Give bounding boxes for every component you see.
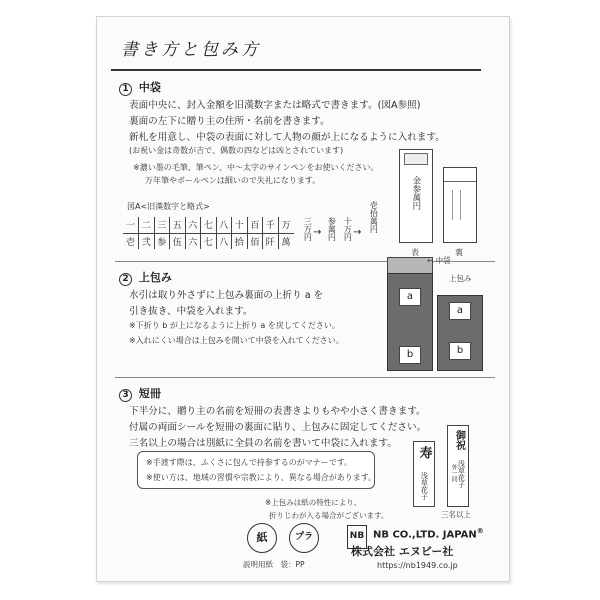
tanzaku-single-title: 寿	[416, 446, 432, 459]
example-2: 参萬円	[327, 217, 337, 241]
kanji-cell: 阡	[263, 233, 279, 249]
inner-envelope-label-text: 中袋	[435, 256, 451, 265]
website-url: https://nb1949.co.jp	[377, 561, 458, 570]
nb-logo-icon: NB	[347, 525, 367, 549]
kanji-cell: 百	[247, 217, 263, 233]
outer-wrap-label: 上包み	[449, 274, 472, 283]
kanji-cell: 弐	[139, 233, 155, 249]
kanji-cell: 七	[201, 217, 217, 233]
address-lines	[460, 190, 461, 220]
kanji-cell: 八	[216, 233, 232, 249]
fold-b-label: b	[449, 342, 471, 360]
tanzaku-single-name: 浅草花子	[420, 472, 429, 500]
kanji-cell: 一	[123, 217, 139, 233]
fold-a-label: a	[449, 302, 471, 320]
s2-line-2: 引き抜き、中袋を入れます。	[129, 306, 253, 317]
notes-box	[137, 451, 375, 489]
arrow-icon: →	[313, 227, 322, 238]
tanzaku-single	[413, 441, 435, 507]
section-3-title: 短冊	[138, 387, 161, 400]
kanji-cell: 二	[139, 217, 155, 233]
kanji-cell: 八	[216, 217, 232, 233]
envelope-flap	[444, 168, 476, 182]
section-3-number: 3	[119, 389, 132, 402]
kanji-row-simple	[123, 217, 294, 233]
plastic-recycle-icon: プラ	[289, 523, 319, 553]
kanji-cell: 壱	[123, 233, 139, 249]
tanzaku-group-name: 浅草花子	[457, 460, 466, 488]
kanji-cell: 五	[170, 217, 186, 233]
section-1-heading	[119, 79, 161, 96]
section-3-heading	[119, 385, 161, 402]
kanji-cell: 千	[263, 217, 279, 233]
s1-line-3: 新札を用意し、中袋の表面に対して人物の顔が上になるように入れます。	[129, 132, 445, 143]
kanji-cell: 万	[278, 217, 294, 233]
outer-wrap-open	[387, 273, 433, 371]
s3-line-2: 付属の両面シールを短冊の裏面に貼り、上包みに固定してください。	[129, 422, 427, 433]
kanji-cell: 佰	[247, 233, 263, 249]
brand-jp: 株式会社 エヌビー社	[351, 545, 454, 558]
recycle-caption: 説明用紙 袋：PP	[243, 560, 305, 569]
s1-note-1: ※濃い墨の毛筆、筆ペン、中〜太字のサインペンをお使いください。	[133, 163, 379, 172]
kanji-cell: 三	[154, 217, 170, 233]
kanji-cell: 七	[201, 233, 217, 249]
back-label: 裏	[455, 248, 463, 257]
brand-en-text: NB CO.,LTD. JAPAN	[373, 529, 477, 541]
inner-envelope-label: ← 中袋	[427, 256, 451, 265]
kanji-cell: 萬	[281, 237, 291, 248]
s2-line-1: 水引は取り外さずに上包み裏面の上折り a を	[129, 290, 324, 301]
s1-line-1: 表面中央に、封入金額を旧漢数字または略式で書きます。(図A参照)	[129, 100, 421, 111]
s2-note-1: ※下折り b が上になるように上折り a を戻してください。	[129, 321, 340, 330]
figure-a-caption: 図A<旧漢数字と略式>	[127, 202, 210, 211]
kanji-cell: 参	[154, 233, 170, 249]
envelope-front-amount: 金参萬円	[410, 176, 421, 210]
foot-note-2: 折りじわが入る場合がございます。	[269, 511, 389, 520]
kanji-cell: 六	[185, 233, 201, 249]
outer-wrap-closed	[437, 295, 483, 371]
front-label: 表	[411, 248, 419, 257]
s2-note-2: ※入れにくい場合は上包みを開いて中袋を入れてください。	[129, 336, 344, 345]
kanji-cell: 六	[185, 217, 201, 233]
foot-note-1: ※上包みは紙の特性により、	[265, 498, 362, 507]
arrow-icon: →	[353, 227, 362, 238]
section-2-heading	[119, 269, 172, 286]
envelope-front	[399, 149, 433, 243]
kanji-cell: 拾	[232, 233, 248, 249]
kanji-row-formal	[123, 233, 294, 249]
s3-line-3: 三名以上の場合は別紙に全員の名前を書いて中袋に入れます。	[129, 438, 397, 449]
section-2-title: 上包み	[138, 271, 172, 284]
example-3: 十万円	[343, 217, 353, 241]
fold-b-label: b	[399, 346, 421, 364]
example-4: 壱拾萬円	[369, 201, 379, 233]
kanji-cell: 伍	[170, 233, 186, 249]
section-2-number: 2	[119, 273, 132, 286]
section-1-title: 中袋	[138, 81, 161, 94]
tanzaku-group-others: 外一同	[450, 464, 458, 482]
section-1-number: 1	[119, 83, 132, 96]
registered-mark: ®	[476, 527, 484, 535]
s1-line-2: 裏面の左下に贈り主の住所・名前を書きます。	[129, 116, 330, 127]
s1-line-4: (お祝い金は奇数が吉で、偶数の四などは凶とされています)	[129, 146, 344, 155]
bill-icon	[404, 153, 428, 165]
kanji-table	[123, 217, 294, 249]
brand-en	[373, 527, 484, 540]
instruction-card	[96, 16, 510, 582]
fold-a-label: a	[399, 288, 421, 306]
three-plus-label: 三名以上	[441, 510, 471, 519]
paper-recycle-icon: 紙	[247, 523, 277, 553]
divider	[115, 377, 495, 378]
example-1: 三万円	[303, 217, 313, 241]
kanji-cell: 十	[232, 217, 248, 233]
box-note-2: ※使い方は、地域の習慣や宗教により、異なる場合があります。	[146, 473, 377, 482]
address-lines	[452, 190, 453, 220]
s3-line-1: 下半分に、贈り主の名前を短冊の表書きよりもやや小さく書きます。	[129, 406, 426, 417]
box-note-1: ※手渡す際は、ふくさに包んで持参するのがマナーです。	[146, 458, 353, 467]
s1-note-2: 万年筆やボールペンは細いので失礼になります。	[145, 176, 321, 185]
tanzaku-group	[447, 425, 469, 507]
page-title: 書き方と包み方	[121, 40, 261, 60]
title-bar	[111, 27, 481, 71]
tanzaku-group-title: 御祝	[453, 430, 465, 450]
envelope-back	[443, 167, 477, 243]
